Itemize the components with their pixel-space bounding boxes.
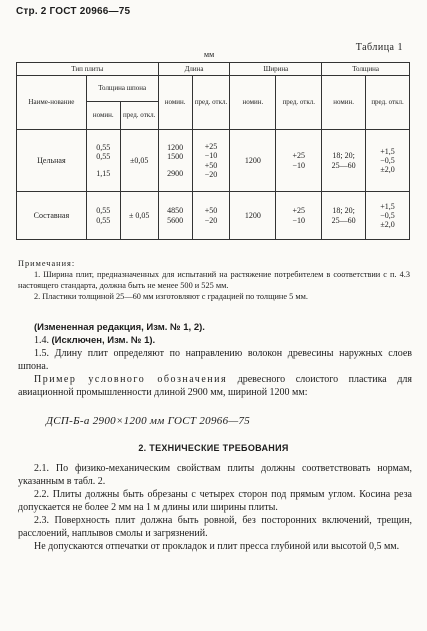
clause-1-5: 1.5. Длину плит определяют по направлению волокон древесины наружных слоев шпона. [18,348,412,372]
thickness-nom: 25—60 [331,160,356,170]
length-dev: +25 [204,142,218,152]
width-dev: −10 [292,160,306,170]
thickness-dev: ±2,0 [380,165,395,175]
header-thickness-nom: номин. [322,76,366,130]
thickness-nom: 18; 20; [332,206,355,216]
header-width: Ширина [230,63,322,76]
clause-1-4-text: (Исключен, Изм. № 1). [51,335,156,346]
length-nom: 2900 [167,168,184,178]
table-notes [18,258,410,302]
thickness-dev: ±2,0 [380,220,395,230]
length-dev: −10 [204,151,218,161]
veneer-nom: 1,15 [96,168,111,178]
table-row [17,192,410,240]
header-veneer: Толщина шпона [86,76,158,102]
header-length-dev: пред. откл. [192,76,230,130]
designation-formula: ДСП-Б-а 2900×1200 мм ГОСТ 20966—75 [46,415,251,427]
width-dev: +25 [292,151,306,161]
dimensions-table [16,62,410,240]
thickness-nom: 18; 20; [332,151,355,161]
example-text: древесного слоистого пластика для авиационной промышленности длиной 2900 мм, шириной 1200 мм: [18,374,412,398]
section-heading: 2. ТЕХНИЧЕСКИЕ ТРЕБОВАНИЯ [138,443,289,453]
width-nom: 1200 [230,192,276,240]
header-width-dev: пред. откл. [276,76,322,130]
row-name: Составная [17,192,87,240]
example-label: Пример условного обозначения [34,374,228,385]
width-dev: +25 [292,206,306,216]
veneer-dev: ± 0,05 [120,192,158,240]
body-block-2 [18,462,412,553]
veneer-nom: 0,55 [96,215,111,225]
width-nom: 1200 [230,130,276,192]
thickness-dev: +1,5 [380,146,395,156]
thickness-nom: 25—60 [331,215,356,225]
header-width-nom: номин. [230,76,276,130]
table-caption: Таблица 1 [355,42,403,53]
note-1: 1. Ширина плит, предназначенных для испытаний на растяжение потребителем в соответствии с п. 4.3 настоящего стандарта, должна быть не менее 500 и 525 мм. [18,270,410,290]
veneer-dev: ±0,05 [120,130,158,192]
width-dev: −10 [292,215,306,225]
veneer-nom: 0,55 [96,206,111,216]
unit-label: мм [204,50,215,59]
length-nom: 1200 [167,143,184,153]
clause-2-2: 2.2. Плиты должны быть обрезаны с четырех сторон под прямым углом. Косина реза допускается не более 2 мм на 1 м длины или ширины плиты. [18,489,412,513]
header-type: Тип плиты [17,63,159,76]
length-nom: 5600 [167,215,184,225]
length-nom: 4850 [167,206,184,216]
amendment-note: (Измененная редакция, Изм. № 1, 2). [34,322,205,333]
header-name: Наиме-нование [17,76,87,130]
header-thickness: Толщина [322,63,410,76]
thickness-dev: −0,5 [380,155,395,165]
length-dev: +50 [204,160,218,170]
veneer-nom: 0,55 [96,143,111,153]
length-dev: −20 [204,215,218,225]
note-2: 2. Пластики толщиной 25—60 мм изготовляют с градацией по толщине 5 мм. [34,292,308,301]
header-thickness-dev: пред. откл. [366,76,410,130]
header-veneer-dev: пред. откл. [120,102,158,130]
clause-2-3-cont: Не допускаются отпечатки от прокладок и плит пресса глубиной или высотой 0,5 мм. [34,541,400,552]
notes-title: Примечания: [18,259,76,268]
page-header: Стр. 2 ГОСТ 20966—75 [16,6,131,17]
clause-2-3: 2.3. Поверхность плит должна быть ровной, без посторонних включений, трещин, расслоений, наплывов смолы и загрязнений. [18,515,412,539]
veneer-nom: 0,55 [96,152,111,162]
thickness-dev: −0,5 [380,210,395,220]
table-row [17,130,410,192]
header-veneer-nom: номин. [86,102,120,130]
clause-1-4-number: 1.4. [34,335,49,346]
length-nom: 1500 [167,152,184,162]
header-length: Длина [158,63,230,76]
length-dev: +50 [204,206,218,216]
length-dev: −20 [204,169,218,179]
thickness-dev: +1,5 [380,201,395,211]
body-block-1 [18,321,412,399]
header-length-nom: номин. [158,76,192,130]
row-name: Цельная [17,130,87,192]
clause-2-1: 2.1. По физико-механическим свойствам плиты должны соответствовать нормам, указанным в табл. 2. [18,463,412,487]
